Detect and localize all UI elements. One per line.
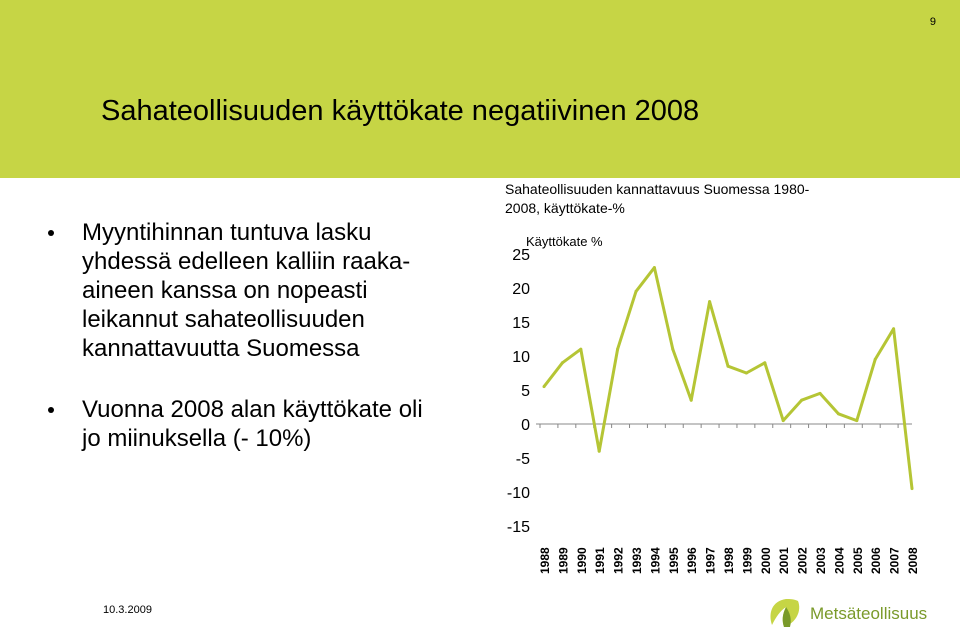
bullet-line: leikannut sahateollisuuden <box>82 306 365 333</box>
bullet-line: Vuonna 2008 alan käyttökate oli <box>82 396 423 423</box>
x-tick-label: 2003 <box>814 547 828 574</box>
data-point <box>579 348 582 351</box>
data-point <box>708 300 711 303</box>
chart-caption <box>505 180 809 218</box>
data-point <box>911 487 914 490</box>
y-tick-label: 5 <box>521 383 530 400</box>
bullet-line: yhdessä edelleen kalliin raaka- <box>82 248 411 275</box>
bullet-list <box>48 218 458 485</box>
x-tick-label: 2002 <box>795 547 810 574</box>
x-tick-label: 1988 <box>538 547 552 574</box>
data-point <box>690 399 693 402</box>
data-point <box>561 361 564 364</box>
slide-title: Sahateollisuuden käyttökate negatiivinen 2008 <box>101 95 700 128</box>
y-tick-label: 25 <box>512 247 530 264</box>
data-point <box>727 365 730 368</box>
x-tick-label: 1989 <box>556 547 571 574</box>
y-tick-label: 0 <box>521 417 530 434</box>
chart-caption-line: Sahateollisuuden kannattavuus Suomessa 1980- <box>505 181 810 197</box>
data-point <box>653 266 656 269</box>
x-tick-label: 1992 <box>611 547 626 574</box>
data-point <box>782 419 785 422</box>
bullet-line: kannattavuutta Suomessa <box>82 335 360 362</box>
data-point <box>855 419 858 422</box>
x-tick-label: 1990 <box>574 547 589 574</box>
y-tick-label: 15 <box>512 315 530 332</box>
x-tick-label: 1997 <box>703 547 718 574</box>
y-tick-label: 20 <box>512 281 530 298</box>
data-point <box>543 385 546 388</box>
data-point <box>819 392 822 395</box>
bullet-line: Myyntihinnan tuntuva lasku <box>82 219 372 246</box>
chart-title: Käyttökate % <box>526 234 603 249</box>
y-tick-label: 10 <box>512 349 530 366</box>
x-tick-label: 2007 <box>887 547 902 574</box>
chart-caption-line: 2008, käyttökate-% <box>505 200 625 216</box>
bullet-item <box>48 218 458 363</box>
series-line <box>544 268 912 489</box>
page-number: 9 <box>929 16 936 28</box>
line-chart <box>480 228 940 578</box>
x-tick-label: 2005 <box>850 547 865 574</box>
data-point <box>671 348 674 351</box>
logo-text: Metsäteollisuus <box>810 604 928 623</box>
x-tick-label: 2000 <box>758 547 773 574</box>
footer-date: 10.3.2009 <box>103 604 152 616</box>
x-tick-label: 2008 <box>906 547 920 574</box>
y-tick-label: -15 <box>506 519 530 536</box>
x-tick-label: 1994 <box>648 547 663 574</box>
data-point <box>874 358 877 361</box>
company-logo <box>766 597 936 629</box>
header-band <box>0 0 960 178</box>
y-tick-label: -10 <box>506 485 530 502</box>
x-tick-label: 1995 <box>666 547 681 574</box>
x-tick-label: 1996 <box>685 547 700 574</box>
data-point <box>745 372 748 375</box>
x-tick-label: 1999 <box>740 547 755 574</box>
x-tick-label: 1991 <box>593 547 608 574</box>
data-point <box>800 399 803 402</box>
x-tick-label: 2001 <box>777 547 792 574</box>
data-point <box>837 412 840 415</box>
leaf-logo-icon <box>766 597 806 629</box>
x-tick-label: 2006 <box>869 547 884 574</box>
x-tick-label: 2004 <box>832 547 847 574</box>
data-point <box>892 327 895 330</box>
x-tick-label: 1993 <box>630 547 644 574</box>
bullet-item <box>48 395 458 453</box>
bullet-line: aineen kanssa on nopeasti <box>82 277 368 304</box>
bullet-line: jo miinuksella (- 10%) <box>82 425 312 452</box>
data-point <box>616 348 619 351</box>
data-point <box>635 290 638 293</box>
y-tick-label: -5 <box>515 451 530 468</box>
data-point <box>763 361 766 364</box>
x-tick-label: 1998 <box>722 547 736 574</box>
data-point <box>598 450 601 453</box>
